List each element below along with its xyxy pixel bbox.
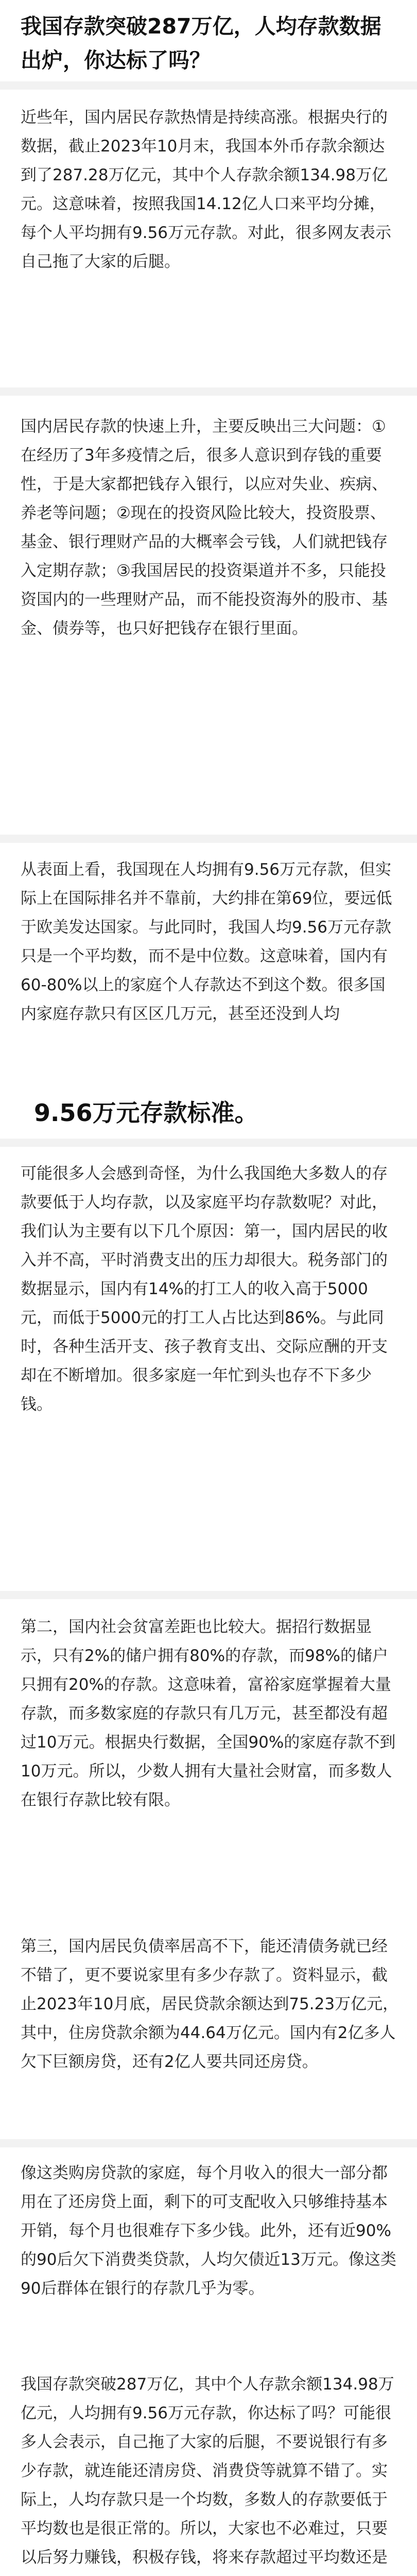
divider (0, 1591, 417, 1599)
article-title: 我国存款突破287万亿，人均存款数据出炉，你达标了吗？ (21, 14, 381, 73)
paragraph-reason-one: 可能很多人会感到奇怪，为什么我国绝大多数人的存款要低于人均存款，以及家庭平均存款数呢？对此，我们认为主要有以下几个原因：第一，国内居民的收入并不高，平时消费支出的压力却很大。税务部门的数据显示，国内有14%的打工人的收入高于5000元，而低于5000元的打工人占比达到86%。与此同时，各种生活开支、孩子教育支出、交际应酬的开支却在不断增加。很多家庭一年忙到头也存不下多少钱。 (21, 1164, 388, 1414)
paragraph-reason-two: 第二，国内社会贫富差距也比较大。据招行数据显示，只有2%的储户拥有80%的存款，而98%的储户只拥有20%的存款。这意味着，富裕家庭掌握着大量存款，而多数家庭的存款只有几万元，甚至都没有超过10万元。根据央行数据，全国90%的家庭存款不到10万元。所以，少数人拥有大量社会财富，而多数人在银行存款比较有限。 (21, 1618, 396, 1809)
paragraph-conclusion: 我国存款突破287万亿，其中个人存款余额134.98万亿元，人均拥有9.56万元存款，你达标了吗？可能很多人会表示，自己拖了大家的后腿，不要说银行有多少存款，就连能还清房贷、消费贷等就算不错了。实际上，人均存款只是一个均数，多数人的存款要低于平均数也是很正常的。所以，大家也不必难过，只要以后努力赚钱，积极存钱，将来存款超过平均数还是 (21, 2375, 394, 2567)
divider (0, 835, 417, 843)
divider (0, 387, 417, 396)
paragraph-three-problems: 国内居民存款的快速上升，主要反映出三大问题：①在经历了3年多疫情之后，很多人意识到存钱的重要性，于是大家都把钱存入银行，以应对失业、疾病、养老等问题；②现在的投资风险比较大，投资股票、基金、银行理财产品的大概率会亏钱，人们就把钱存入定期存款；③我国居民的投资渠道并不多，只能投资国内的一些理财产品，而不能投资海外的股市、基金、债券等，也只好把钱存在银行里面。 (21, 417, 388, 638)
paragraph-intro: 近些年，国内居民存款热情是持续高涨。根据央行的数据，截止2023年10月末，我国本外币存款余额达到了287.28万亿元，其中个人存款余额134.98万亿元。这意味着，按照我国14.12亿人口来平均分摊，每个人平均拥有9.56万元存款。对此，很多网友表示自己拖了大家的后腿。 (21, 108, 392, 271)
divider (0, 2139, 417, 2147)
paragraph-mortgage-families: 像这类购房贷款的家庭，每个月收入的很大一部分都用在了还房贷上面，剩下的可支配收入只够维持基本开销，每个月也很难存下多少钱。此外，还有近90%的90后欠下消费类贷款，人均欠债近13万元。像这类90后群体在银行的存款几乎为零。 (21, 2164, 396, 2298)
paragraph-reason-three: 第三，国内居民负债率居高不下，能还清债务就已经不错了，更不要说家里有多少存款了。资料显示，截止2023年10月底，居民贷款余额达到75.23万亿元，其中，住房贷款余额为44.64万亿元。国内有2亿多人欠下巨额房贷，还有2亿人要共同还房贷。 (21, 1937, 399, 2071)
section-heading: 9.56万元存款标准。 (34, 1099, 258, 1127)
divider (0, 1139, 417, 1147)
paragraph-surface-view: 从表面上看，我国现在人均拥有9.56万元存款，但实际上在国际排名并不靠前，大约排在第69位，要远低于欧美发达国家。与此同时，我国人均9.56万元存款只是一个平均数，而不是中位数。这意味着，国内有60-80%以上的家庭个人存款达不到这个数。很多国内家庭存款只有区区几万元，甚至还没到人均 (21, 860, 392, 1023)
divider (0, 81, 417, 90)
